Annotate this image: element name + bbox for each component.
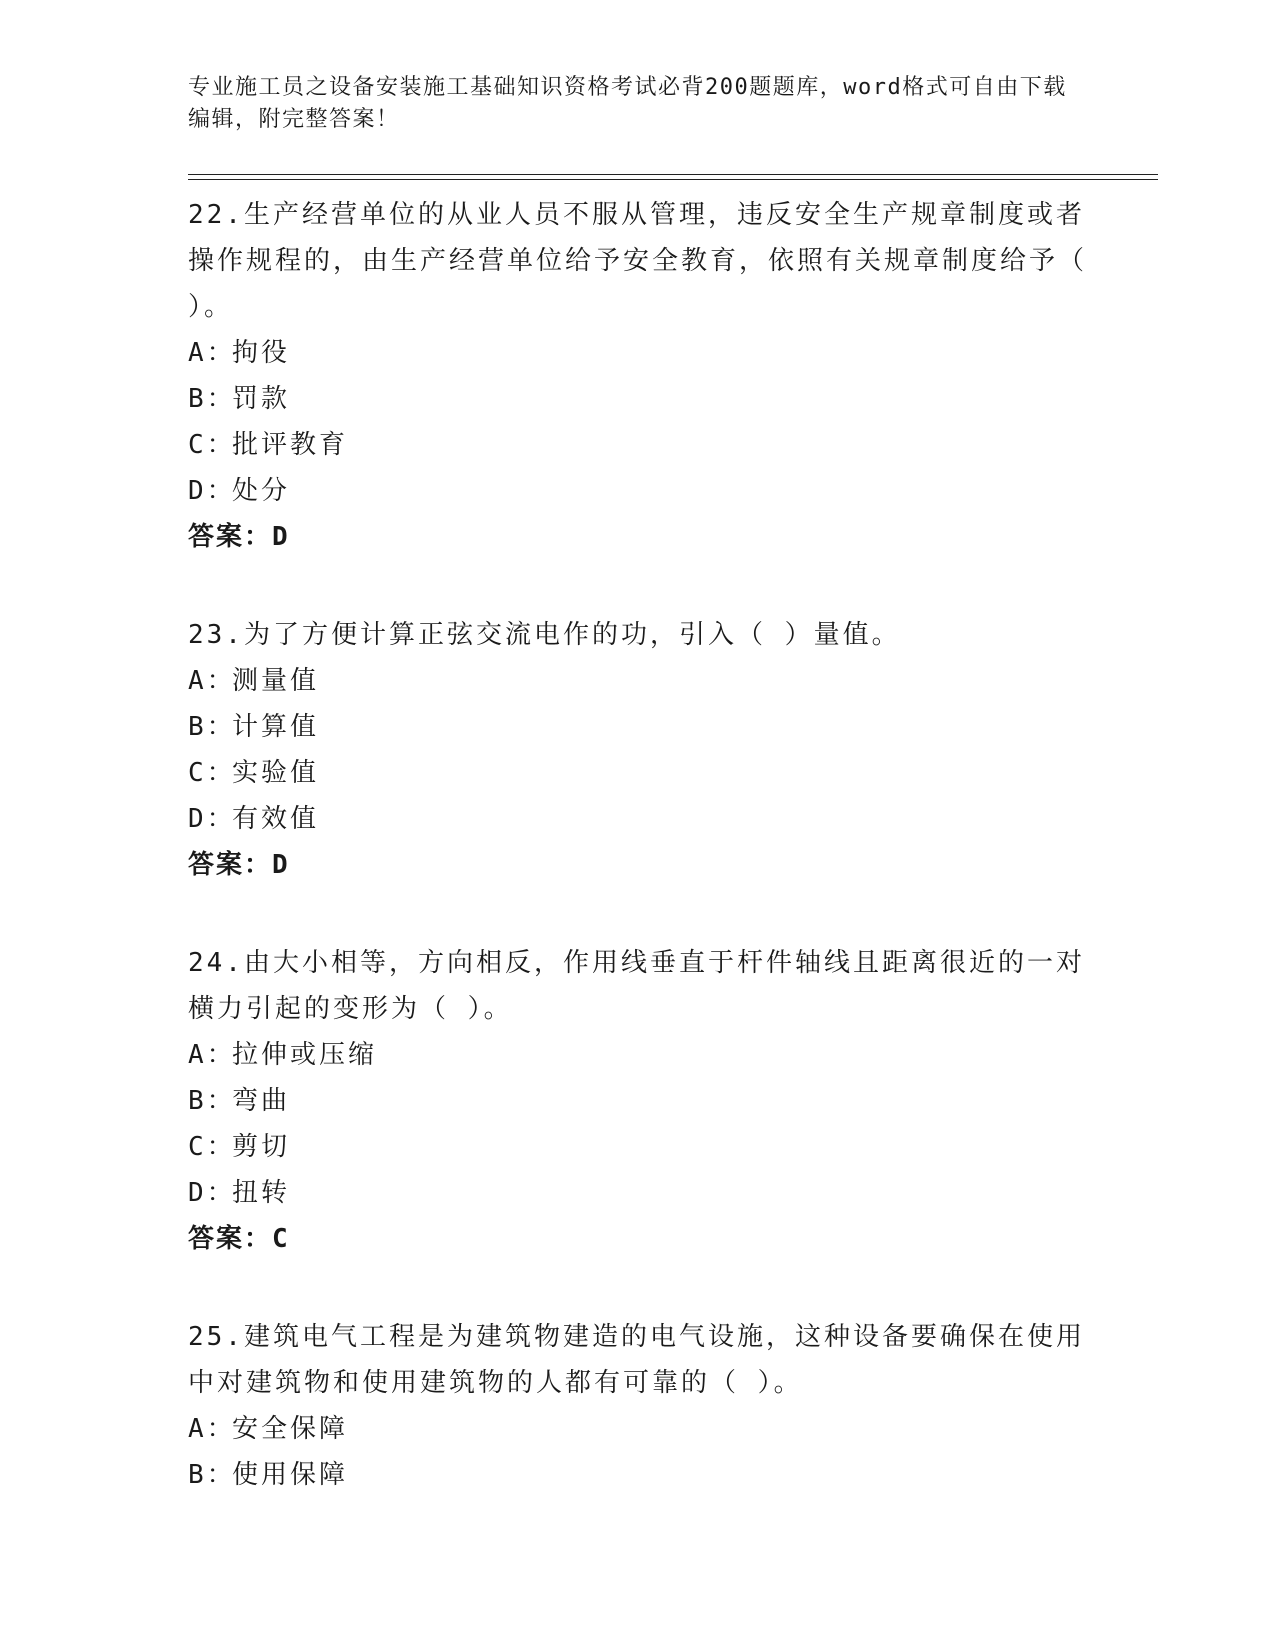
question-stem: 22.生产经营单位的从业人员不服从管理，违反安全生产规章制度或者操作规程的，由生产经营单位给予安全教育，依照有关规章制度给予（ ）。 bbox=[188, 200, 1088, 322]
option-b bbox=[188, 1452, 1158, 1498]
option-key: A： bbox=[188, 1040, 236, 1070]
option-key: B： bbox=[188, 384, 236, 414]
option-key: A： bbox=[188, 1414, 236, 1444]
option-text: 弯曲 bbox=[232, 1086, 291, 1116]
option-key: B： bbox=[188, 1086, 236, 1116]
option-key: C： bbox=[188, 758, 236, 788]
option-a bbox=[188, 1406, 1158, 1452]
question-stem: 24.由大小相等，方向相反，作用线垂直于杆件轴线且距离很近的一对横力引起的变形为（ ）。 bbox=[188, 948, 1085, 1024]
option-text: 批评教育 bbox=[232, 430, 349, 460]
option-text: 使用保障 bbox=[232, 1460, 349, 1490]
question-stem: 23.为了方便计算正弦交流电作的功，引入（ ）量值。 bbox=[188, 620, 901, 650]
option-a bbox=[188, 330, 1158, 376]
option-c bbox=[188, 1124, 1158, 1170]
option-key: D： bbox=[188, 1178, 236, 1208]
option-text: 测量值 bbox=[232, 666, 320, 696]
option-text: 扭转 bbox=[232, 1178, 291, 1208]
option-key: C： bbox=[188, 1132, 236, 1162]
option-key: A： bbox=[188, 666, 236, 696]
answer-line: 答案：D bbox=[188, 850, 290, 880]
option-text: 实验值 bbox=[232, 758, 320, 788]
option-text: 安全保障 bbox=[232, 1414, 349, 1444]
option-d bbox=[188, 468, 1158, 514]
question-22 bbox=[188, 192, 1158, 560]
option-a bbox=[188, 1032, 1158, 1078]
question-stem: 25.建筑电气工程是为建筑物建造的电气设施，这种设备要确保在使用中对建筑物和使用建筑物的人都有可靠的（ ）。 bbox=[188, 1322, 1085, 1398]
option-d bbox=[188, 796, 1158, 842]
option-text: 罚款 bbox=[232, 384, 291, 414]
answer-line: 答案：D bbox=[188, 522, 290, 552]
option-c bbox=[188, 750, 1158, 796]
option-b bbox=[188, 704, 1158, 750]
option-key: D： bbox=[188, 476, 236, 506]
option-text: 剪切 bbox=[232, 1132, 291, 1162]
question-23 bbox=[188, 612, 1158, 888]
option-key: B： bbox=[188, 712, 236, 742]
option-key: B： bbox=[188, 1460, 236, 1490]
option-text: 处分 bbox=[232, 476, 291, 506]
option-text: 计算值 bbox=[232, 712, 320, 742]
option-text: 拘役 bbox=[232, 338, 291, 368]
option-d bbox=[188, 1170, 1158, 1216]
option-key: C： bbox=[188, 430, 236, 460]
question-25 bbox=[188, 1314, 1158, 1498]
option-key: A： bbox=[188, 338, 236, 368]
option-text: 有效值 bbox=[232, 804, 320, 834]
option-a bbox=[188, 658, 1158, 704]
option-b bbox=[188, 1078, 1158, 1124]
document-page bbox=[188, 72, 1158, 1498]
option-c bbox=[188, 422, 1158, 468]
question-24 bbox=[188, 940, 1158, 1262]
option-b bbox=[188, 376, 1158, 422]
answer-line: 答案：C bbox=[188, 1224, 290, 1254]
double-rule-divider bbox=[188, 174, 1158, 180]
option-key: D： bbox=[188, 804, 236, 834]
header-note: 专业施工员之设备安装施工基础知识资格考试必背200题题库，word格式可自由下载编辑，附完整答案！ bbox=[188, 75, 1067, 132]
option-text: 拉伸或压缩 bbox=[232, 1040, 378, 1070]
